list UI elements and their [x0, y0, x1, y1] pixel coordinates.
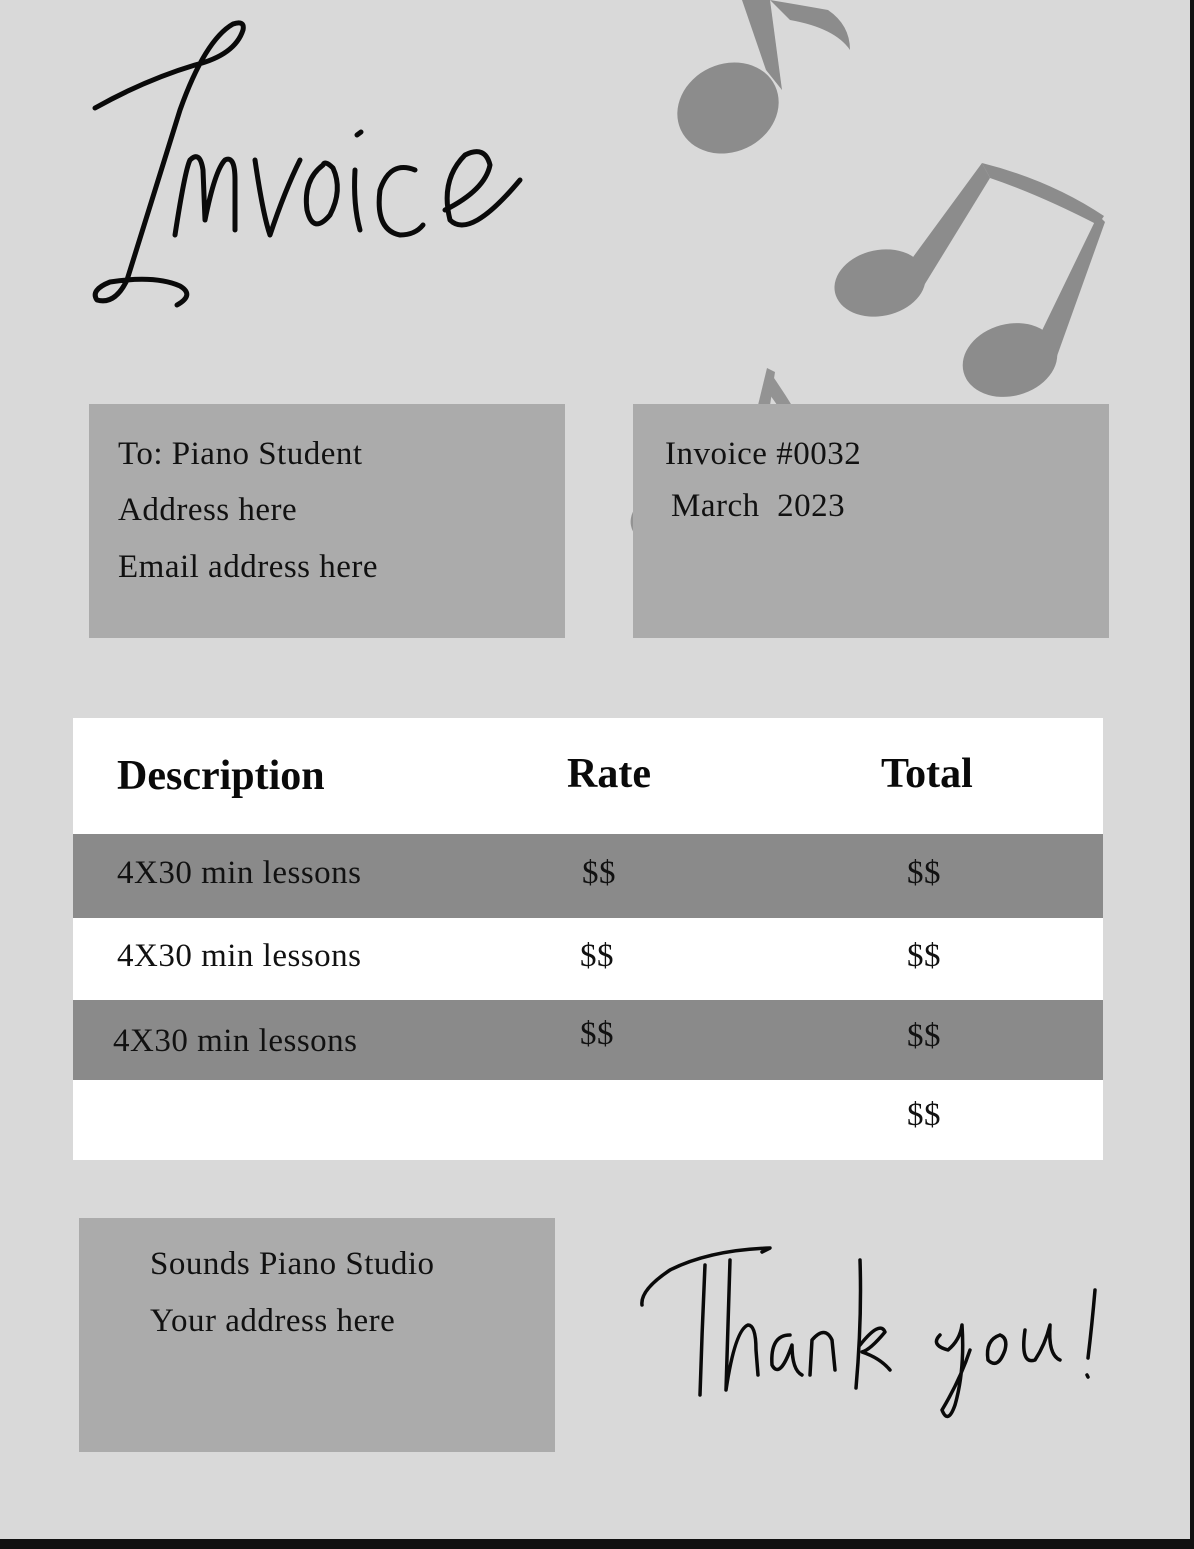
table-row: [73, 918, 1103, 1000]
header-rate: Rate: [567, 751, 651, 797]
invoice-info-panel: [633, 404, 1109, 638]
invoice-title: [85, 20, 545, 320]
table-header-row: [73, 718, 1103, 834]
thank-you-script: [630, 1240, 1110, 1430]
beamed-notes-icon: [828, 163, 1105, 407]
thank-you-closing: [630, 1240, 1110, 1430]
recipient-email: Email address here: [118, 549, 379, 585]
invoice-number: Invoice #0032: [665, 436, 862, 472]
recipient-name: To: Piano Student: [118, 436, 363, 472]
table-row: [73, 834, 1103, 918]
grand-total: $$: [907, 1097, 941, 1133]
recipient-panel: [89, 404, 565, 638]
recipient-address: Address here: [118, 492, 298, 528]
row-description: 4X30 min lessons: [117, 938, 362, 974]
row-total: $$: [907, 1018, 941, 1054]
row-rate: $$: [580, 938, 614, 974]
sender-name: Sounds Piano Studio: [150, 1246, 435, 1282]
invoice-title-script: [85, 20, 545, 320]
header-description: Description: [117, 753, 325, 799]
row-total: $$: [907, 855, 941, 891]
header-total: Total: [881, 751, 973, 797]
sender-panel: [79, 1218, 555, 1452]
row-description: 4X30 min lessons: [117, 855, 362, 891]
row-rate: $$: [580, 1016, 614, 1052]
line-items-table: [73, 718, 1103, 1160]
table-row: [73, 1000, 1103, 1080]
invoice-date: March 2023: [671, 488, 846, 524]
sender-address: Your address here: [150, 1303, 396, 1339]
eighth-note-icon: [662, 0, 850, 170]
row-description: 4X30 min lessons: [113, 1023, 358, 1059]
row-rate: $$: [582, 855, 616, 891]
row-total: $$: [907, 938, 941, 974]
table-total-row: [73, 1080, 1103, 1160]
